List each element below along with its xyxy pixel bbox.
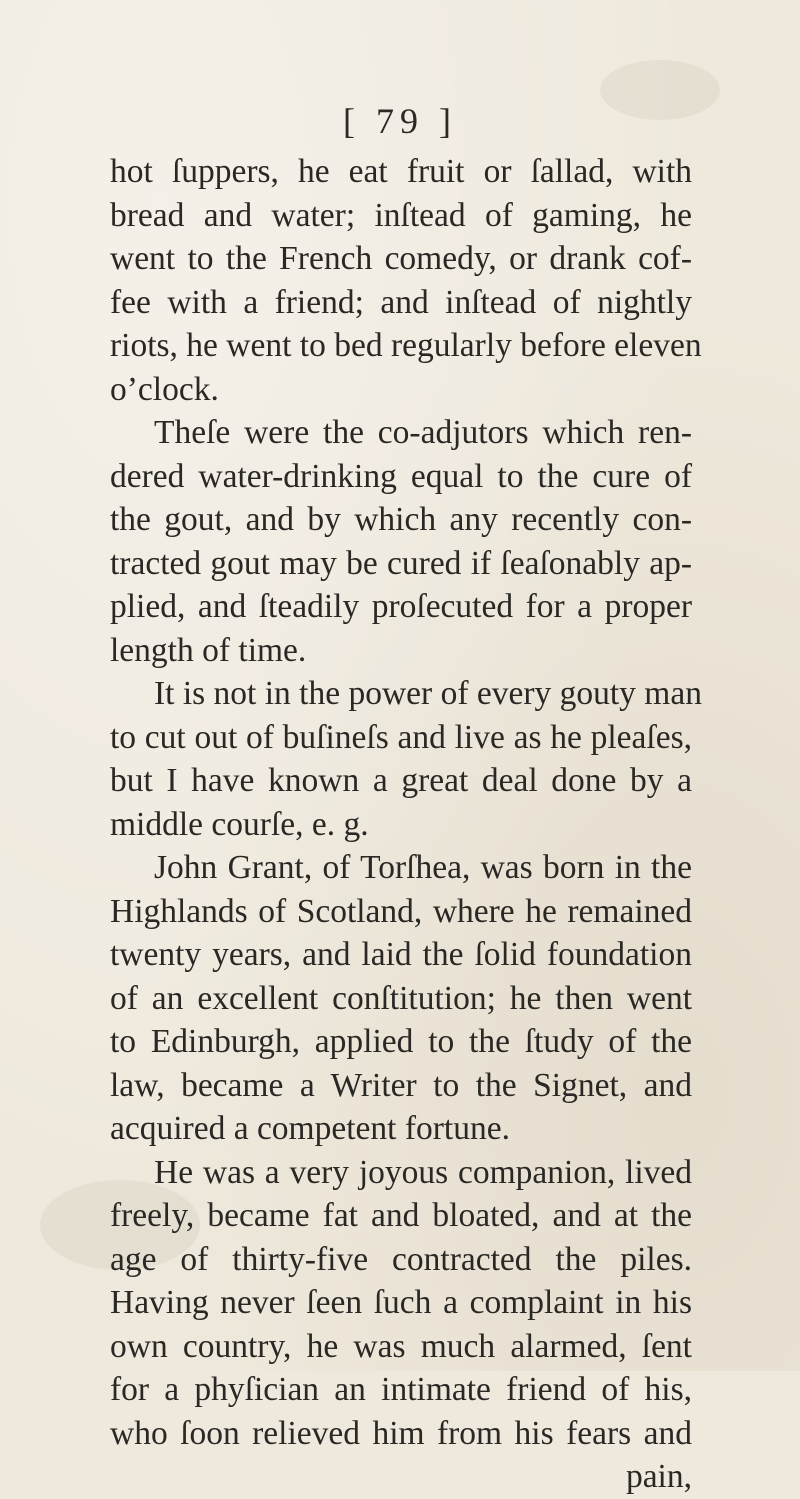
- text-line: law, became a Writer to the Signet, and: [110, 1066, 692, 1104]
- text-line: Having never ſeen ſuch a complaint in his: [110, 1284, 692, 1321]
- body-text: [110, 150, 702, 1499]
- text-line: who ſoon relieved him from his fears and: [110, 1414, 692, 1452]
- page-number: [ 79 ]: [343, 101, 457, 141]
- text-line: o’clock.: [110, 370, 219, 408]
- text-line: bread and water; inſtead of gaming, he: [110, 196, 692, 234]
- text-line: went to the French comedy, or drank cof-: [110, 240, 692, 277]
- text-line: dered water-drinking equal to the cure of: [110, 457, 692, 495]
- text-line: It is not in the power of every gouty man: [154, 675, 702, 712]
- text-line: Highlands of Scotland, where he remained: [110, 892, 692, 930]
- text-line: tracted gout may be cured if ſeaſonably ap-: [110, 544, 692, 582]
- text-line: to cut out of buſineſs and live as he pleaſes,: [110, 718, 692, 756]
- text-line: riots, he went to bed regularly before eleven: [110, 327, 702, 364]
- text-line: plied, and ſteadily proſecuted for a proper: [110, 588, 692, 625]
- text-line: of an excellent conſtitution; he then went: [110, 979, 692, 1017]
- text-line: fee with a friend; and inſtead of nightly: [110, 283, 692, 321]
- text-line: acquired a competent fortune.: [110, 1110, 510, 1147]
- text-line: but I have known a great deal done by a: [110, 762, 692, 799]
- text-line: middle courſe, e. g.: [110, 805, 369, 843]
- text-line: own country, he was much alarmed, ſent: [110, 1327, 692, 1365]
- text-line: John Grant, of Torſhea, was born in the: [154, 849, 692, 886]
- text-line: age of thirty-five contracted the piles.: [110, 1240, 692, 1278]
- text-line: He was a very joyous companion, lived: [154, 1153, 692, 1191]
- text-line: freely, became fat and bloated, and at the: [110, 1197, 692, 1234]
- text-line: hot ſuppers, he eat fruit or ſallad, with: [110, 153, 692, 190]
- text-line: pain,: [625, 1458, 692, 1495]
- text-line: to Edinburgh, applied to the ſtudy of the: [110, 1023, 692, 1060]
- text-line: length of time.: [110, 631, 307, 669]
- text-line: for a phyſician an intimate friend of his,: [110, 1371, 692, 1408]
- text-line: the gout, and by which any recently con-: [110, 501, 692, 538]
- text-line: twenty years, and laid the ſolid foundation: [110, 936, 692, 973]
- text-line: Theſe were the co-adjutors which ren-: [154, 414, 692, 451]
